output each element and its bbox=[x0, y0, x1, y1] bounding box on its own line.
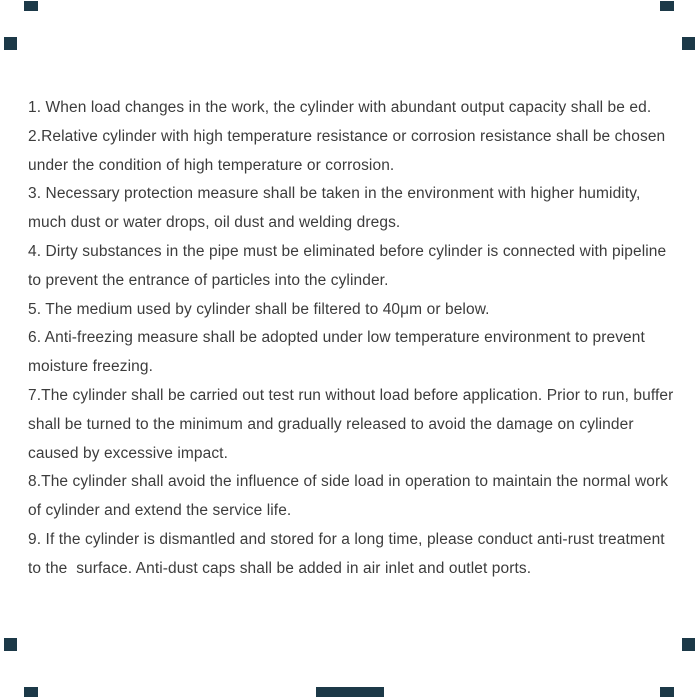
usage-note-line: 4. Dirty substances in the pipe must be eliminated before cylinder is connected with pipeline bbox=[28, 242, 667, 260]
usage-note-line: moisture freezing. bbox=[28, 358, 153, 376]
usage-note-line: to the surface. Anti-dust caps shall be added in air inlet and outlet ports. bbox=[28, 559, 532, 577]
usage-note-line: 9. If the cylinder is dismantled and stored for a long time, please conduct anti-rust treatment bbox=[28, 530, 665, 548]
usage-note-line: 8.The cylinder shall avoid the influence of side load in operation to maintain the normal work bbox=[28, 473, 669, 491]
usage-note-line: 2.Relative cylinder with high temperature resistance or corrosion resistance shall be chosen bbox=[28, 127, 666, 145]
registration-mark bbox=[682, 37, 695, 50]
registration-mark bbox=[24, 687, 38, 697]
usage-note-line: much dust or water drops, oil dust and welding dregs. bbox=[28, 214, 401, 232]
usage-note-line: shall be turned to the minimum and gradually released to avoid the damage on cylinder bbox=[28, 415, 634, 433]
registration-mark bbox=[316, 687, 384, 697]
registration-mark bbox=[4, 638, 17, 651]
registration-mark bbox=[682, 638, 695, 651]
usage-notes-text-block bbox=[28, 94, 682, 584]
usage-note-line: 7.The cylinder shall be carried out test run without load before application. Prior to run, buffer bbox=[28, 386, 674, 404]
usage-note-line: caused by excessive impact. bbox=[28, 444, 228, 462]
registration-mark bbox=[660, 687, 674, 697]
usage-note-line: 3. Necessary protection measure shall be taken in the environment with higher humidity, bbox=[28, 185, 641, 203]
registration-mark bbox=[4, 37, 17, 50]
usage-note-line: under the condition of high temperature or corrosion. bbox=[28, 156, 395, 174]
usage-note-line: 6. Anti-freezing measure shall be adopted under low temperature environment to prevent bbox=[28, 329, 645, 347]
usage-note-line: 5. The medium used by cylinder shall be filtered to 40μm or below. bbox=[28, 300, 490, 318]
registration-mark bbox=[24, 1, 38, 11]
usage-note-line: to prevent the entrance of particles into the cylinder. bbox=[28, 271, 389, 289]
usage-note-line: 1. When load changes in the work, the cylinder with abundant output capacity shall be ed. bbox=[28, 99, 652, 116]
registration-mark bbox=[660, 1, 674, 11]
usage-note-line: of cylinder and extend the service life. bbox=[28, 502, 292, 520]
